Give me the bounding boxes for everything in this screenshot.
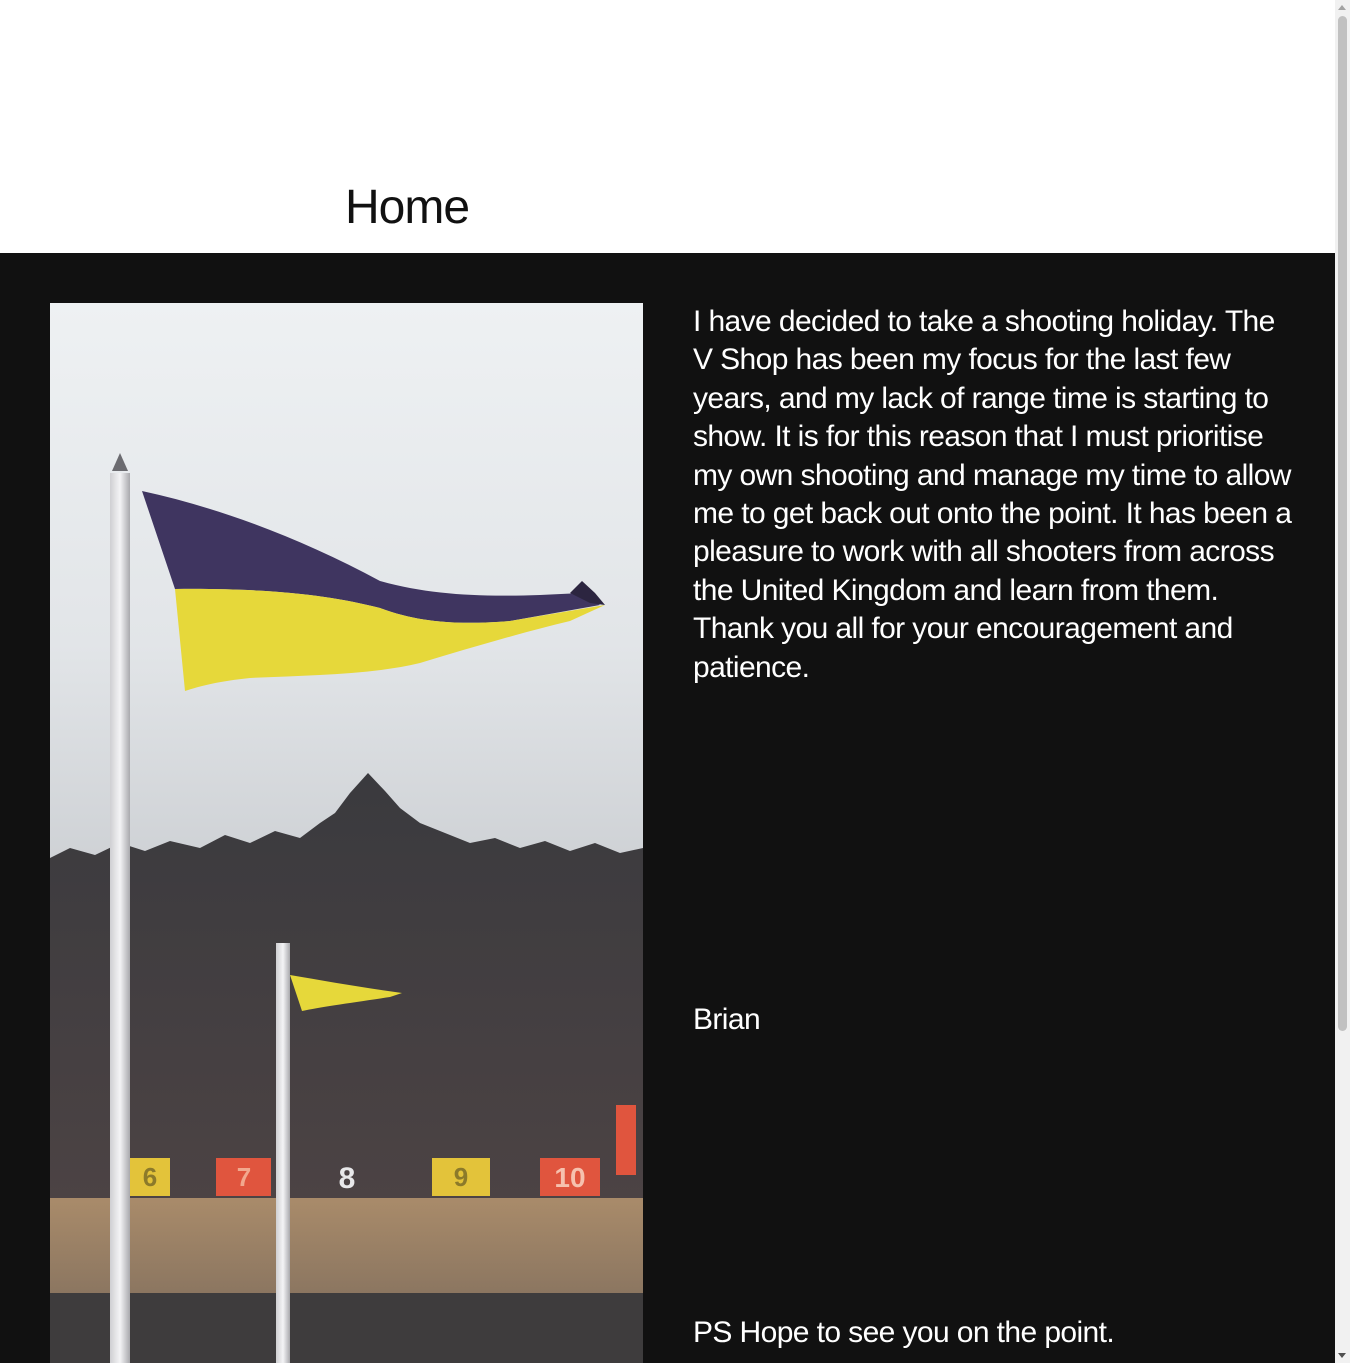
range-foreground xyxy=(50,1293,643,1363)
postscript: PS Hope to see you on the point. xyxy=(693,1316,1115,1349)
vertical-scrollbar[interactable] xyxy=(1335,0,1350,1363)
flagpole-small xyxy=(276,943,290,1363)
range-ground xyxy=(50,1198,643,1298)
target-number-10: 10 xyxy=(554,1162,586,1193)
target-number-9: 9 xyxy=(453,1162,469,1192)
target-number-8: 8 xyxy=(338,1162,356,1195)
flagpole-large xyxy=(110,473,130,1363)
scrollbar-thumb[interactable] xyxy=(1338,16,1347,1031)
signature: Brian xyxy=(693,1003,761,1036)
page-title: Home xyxy=(345,181,470,234)
red-marker xyxy=(616,1105,636,1175)
flag-photo-graphic xyxy=(50,303,643,1363)
target-number-7: 7 xyxy=(236,1162,252,1192)
scroll-down-icon[interactable] xyxy=(1338,1353,1346,1358)
main-content xyxy=(0,253,1335,1363)
flag-photo xyxy=(50,303,643,1363)
site-header xyxy=(0,0,1335,253)
holiday-message: I have decided to take a shooting holiday. The V Shop has been my focus for the last few years, and my lack of range time is starting to show. It is for this reason that I must prioritise my own shooting and manage my time to allow me to get back out onto the point. It has been a pleasure to work with all shooters from across the United Kingdom and learn from them. Thank you all for your encouragement and patience. xyxy=(693,305,1292,684)
scroll-up-icon[interactable] xyxy=(1338,5,1346,10)
target-number-6: 6 xyxy=(142,1162,158,1192)
